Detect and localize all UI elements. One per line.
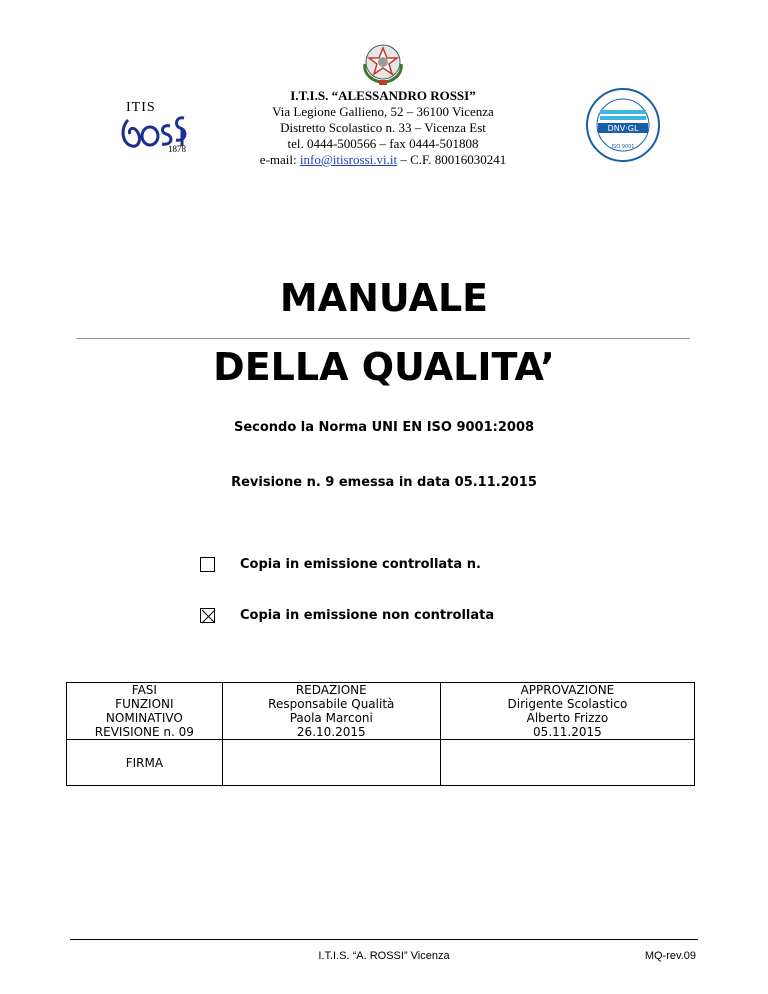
controlled-copy-checkbox[interactable] <box>200 557 215 572</box>
approval-table <box>66 682 695 786</box>
cert-standard: ISO 9001 <box>611 144 635 150</box>
school-logo-year: 1878 <box>168 144 186 154</box>
cert-brand: DNV·GL <box>607 124 639 133</box>
uncontrolled-copy-checkbox[interactable] <box>200 608 215 623</box>
dnv-gl-certification-logo <box>584 86 662 164</box>
cell-line: NOMINATIVO <box>105 711 183 725</box>
school-contacts <box>230 152 536 168</box>
uncontrolled-copy-label: Copia in emissione non controllata <box>240 608 495 623</box>
cell-line: 05.11.2015 <box>533 725 602 739</box>
school-header <box>230 88 536 168</box>
school-logo <box>118 100 198 158</box>
cell-line: 26.10.2015 <box>296 725 366 739</box>
checked-x-icon <box>201 609 216 624</box>
cell-line: Responsabile Qualità <box>268 697 395 711</box>
italian-emblem-icon <box>359 40 407 86</box>
school-logo-text: ITIS <box>126 100 156 115</box>
footer-doc-code: MQ-rev.09 <box>644 950 696 962</box>
school-name: I.T.I.S. “ALESSANDRO ROSSI” <box>290 88 476 103</box>
signature-label: FIRMA <box>67 740 223 786</box>
school-phone: tel. 0444-500566 – fax 0444-501808 <box>287 136 479 151</box>
cell-line: Alberto Frizzo <box>526 711 609 725</box>
school-address: Via Legione Gallieno, 52 – 36100 Vicenza <box>272 104 494 119</box>
tax-code: – C.F. 80016030241 <box>397 152 507 167</box>
signature-row <box>67 740 695 786</box>
revision-line: Revisione n. 9 emessa in data 05.11.2015 <box>231 475 537 490</box>
school-district: Distretto Scolastico n. 33 – Vicenza Est <box>280 120 486 135</box>
footer-school: I.T.I.S. “A. ROSSI” Vicenza <box>318 950 450 962</box>
signature-field-approval[interactable] <box>440 740 694 786</box>
title-divider <box>76 338 690 339</box>
standard-subtitle: Secondo la Norma UNI EN ISO 9001:2008 <box>233 420 535 435</box>
email-label: e-mail: <box>259 152 300 167</box>
manual-title-line1: MANUALE <box>279 276 489 320</box>
signature-field-drafting[interactable] <box>222 740 440 786</box>
school-logo-mark <box>118 100 198 158</box>
controlled-copy-label: Copia in emissione controllata n. <box>240 557 481 572</box>
table-cell-approval <box>440 683 694 740</box>
cell-line: REVISIONE n. 09 <box>94 725 194 739</box>
table-row <box>67 683 695 740</box>
manual-title-line2: DELLA QUALITA’ <box>213 345 555 389</box>
cell-line: APPROVAZIONE <box>520 683 615 697</box>
table-cell-phases <box>67 683 223 740</box>
cell-line: Dirigente Scolastico <box>507 697 628 711</box>
cell-line: FASI <box>131 683 157 697</box>
cell-line: FUNZIONI <box>115 697 174 711</box>
email-link[interactable]: info@itisrossi.vi.it <box>299 152 398 167</box>
footer-divider <box>70 939 698 940</box>
cell-line: REDAZIONE <box>295 683 367 697</box>
table-cell-drafting <box>222 683 440 740</box>
cell-line: Paola Marconi <box>289 711 373 725</box>
